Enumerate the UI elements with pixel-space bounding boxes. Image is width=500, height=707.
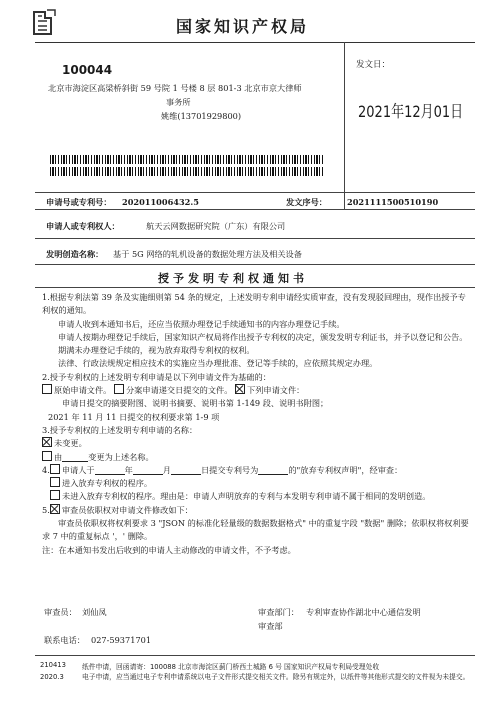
checkbox-para-4 — [50, 464, 60, 474]
para-3: 3.授予专利权的上述发明专利申请的名称： — [42, 424, 198, 435]
applicant-label: 申请人或专利权人： — [46, 221, 120, 231]
office-name: 国家知识产权局 — [176, 17, 310, 36]
foot-note-2: 电子申请，应当通过电子专利申请系统以电子文件形式提交相关文件。除另有规定外，以纸件等其他形式提交的文件视为未提交。 — [82, 673, 470, 681]
phone-label: 联系电话： — [44, 635, 85, 645]
examiner-label: 审查员： — [44, 607, 77, 617]
checkbox-para-4-opt1 — [50, 477, 60, 487]
name-unchanged: 未变更。 — [42, 437, 470, 450]
invention-title: 基于 5G 网络的轧机设备的数据处理方法及相关设备 — [113, 249, 302, 259]
application-no: 202011006432.5 — [122, 197, 199, 207]
para-1e: 法律、行政法规规定相应技术的实施应当办理批准、登记等手续的，应依照其规定办理。 — [58, 358, 378, 369]
examiner: 刘仙凤 — [82, 607, 107, 617]
para-2-options: 原始申请文件。 分案申请递交日提交的文件。 下列申请文件： — [42, 384, 470, 397]
address-line-1: 北京市海淀区高梁桥斜街 59 号院 1 号楼 8 层 801-3 北京市京大律师 — [48, 83, 302, 93]
barcode — [50, 167, 325, 176]
office-emblem-icon — [31, 8, 57, 36]
note: 注：在本通知书发出后收到的申请人主动修改的申请文件，不予考虑。 — [42, 544, 296, 555]
para-5: 5. 审查员依职权对申请文件修改如下： — [42, 504, 193, 515]
para-4-opt1: 进入放弃专利权的程序。 — [42, 477, 470, 490]
para-1b: 申请人收到本通知书后，还应当依照办理登记手续通知书的内容办理登记手续。 — [58, 318, 345, 329]
name-changed: 由 变更为上述名称。 — [42, 451, 470, 464]
application-no-label: 申请号或专利号： — [46, 197, 112, 207]
foot-note-1: 纸件申请，回函请寄：100088 北京市海淀区蓟门桥西土城路 6 号 国家知识产权局专利局受理处收 — [82, 663, 380, 671]
doc-serial-label: 发文序号： — [286, 197, 327, 207]
checkbox-para-4-opt2 — [50, 490, 60, 500]
para-2: 2.授予专利权的上述发明专利申请是以下列申请文件为基础的： — [42, 371, 271, 382]
checkbox-para-5 — [50, 504, 60, 514]
form-code: 210413 — [40, 661, 66, 669]
send-date-value: 2021年12月01日 — [358, 103, 464, 122]
checkbox-changed — [42, 451, 52, 461]
para-1c: 申请人按期办理登记手续后，国家知识产权局将作出授予专利权的决定，颁发发明专利证书，并予以登记和公告。 — [58, 331, 468, 342]
department-label: 审查部门： — [258, 607, 299, 617]
applicant: 航天云网数据研究院（广东）有限公司 — [146, 221, 286, 231]
department-line-1: 专利审查协作湖北中心通信发明 — [306, 607, 421, 617]
para-4-opt2: 未进入放弃专利权的程序。理由是：申请人声明放弃的专利与本发明专利申请不属于相同的发明创造。 — [42, 490, 470, 503]
para-1: 1.根据专利法第 39 条及实施细则第 54 条的规定，上述发明专利申请经实质审查，没有发现驳回理由，现作出授予专利权的通知。 — [42, 292, 466, 316]
checkbox-divisional — [114, 384, 124, 394]
doc-serial: 2021111500510190 — [347, 197, 439, 207]
department-line-2: 审查部 — [258, 621, 283, 631]
notice-title: 授予发明专利权通知书 — [158, 272, 308, 285]
files-line-2: 2021 年 11 月 11 日提交的权利要求第 1-9 项 — [48, 411, 220, 422]
send-date-label: 发文日： — [356, 60, 391, 70]
form-year: 2020.3 — [40, 673, 64, 681]
para-4: 4. 申请人于 年 月 日提交专利号为 的"放弃专利权声明"，经审查： — [42, 464, 403, 475]
invention-label: 发明创造名称： — [46, 249, 104, 259]
para-5-text: 审查员依职权将权利要求 3 "JSON 的标准化轻量级的数据数据格式" 中的重复字段 "数据" 删除；依职权将权利要求 7 中的重复标点 '，' 删除。 — [42, 518, 469, 542]
checkbox-unchanged — [42, 437, 52, 447]
para-1d: 期满未办理登记手续的，视为放弃取得专利权的权利。 — [58, 345, 255, 356]
recipient: 姚维(13701929800) — [161, 111, 242, 121]
address-line-2: 事务所 — [166, 97, 191, 107]
postal-code: 100044 — [62, 63, 113, 77]
checkbox-following — [235, 384, 245, 394]
phone: 027-59371701 — [91, 635, 152, 645]
files-line-1: 申请日提交的摘要附图、说明书摘要、说明书第 1-149 段、说明书附图； — [62, 398, 329, 409]
checkbox-original — [42, 384, 52, 394]
barcode — [50, 155, 325, 164]
